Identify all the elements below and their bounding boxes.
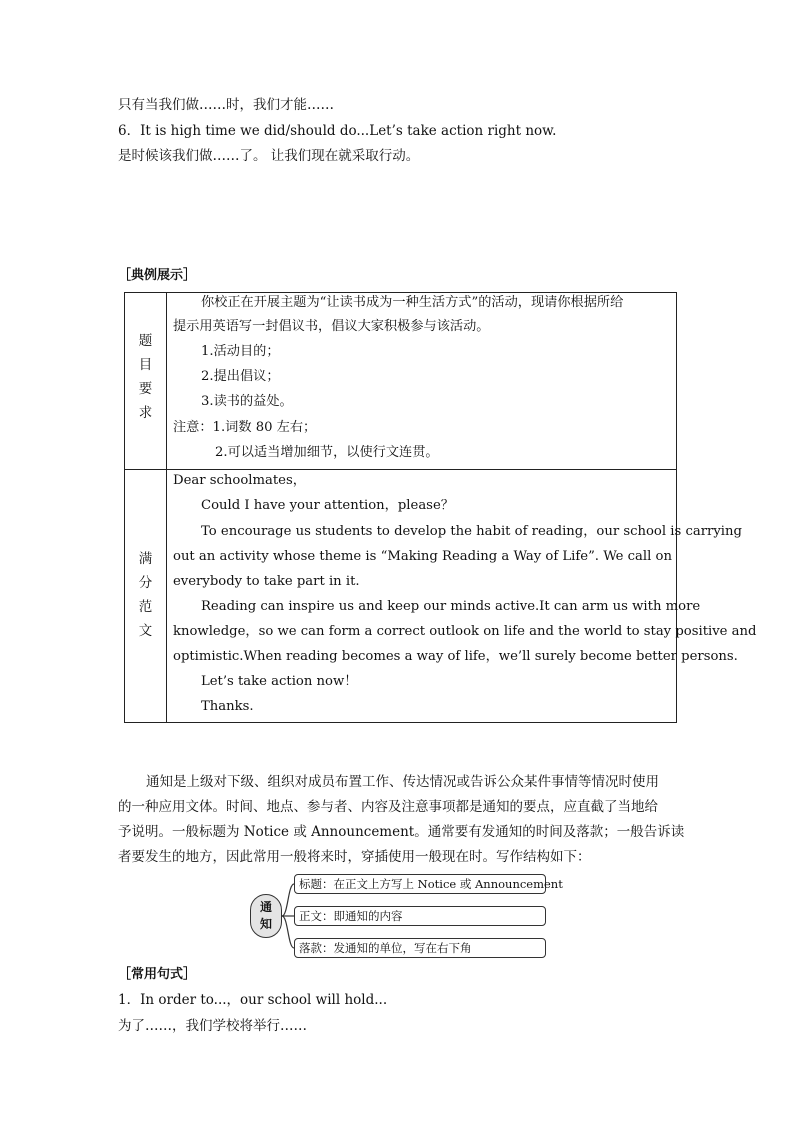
diagram-item-signature: 落款：发通知的单位，写在右下角: [294, 938, 546, 958]
common-patterns-heading: ［常用句式］: [118, 967, 197, 982]
example-heading: ［典例展示］: [118, 268, 197, 283]
model-label-char: 满: [138, 551, 153, 567]
diagram-root-char: 知: [259, 917, 272, 931]
task-label-char: 要: [138, 381, 153, 397]
essay-line: Could I have your attention，please？: [201, 498, 454, 513]
model-label-char: 文: [138, 623, 153, 639]
task-line: 注意：1.词数 80 左右；: [173, 420, 317, 435]
text-line-3: 是时候该我们做……了。 让我们现在就采取行动。: [118, 148, 420, 164]
essay-line: everybody to take part in it.: [173, 574, 360, 589]
diagram-root-node: [250, 894, 282, 938]
essay-line: Thanks.: [201, 699, 254, 714]
model-label-char: 分: [138, 575, 153, 591]
task-line: 3.读书的益处。: [201, 394, 293, 409]
task-label-char: 求: [138, 405, 153, 421]
essay-line: Dear schoolmates，: [173, 473, 306, 488]
notice-paragraph-line: 的一种应用文体。时间、地点、参与者、内容及注意事项都是通知的要点，应直截了当地给: [118, 799, 658, 815]
pattern-line-1: 1．In order to...，our school will hold...: [118, 992, 388, 1008]
task-label-char: 目: [138, 357, 153, 373]
diagram-item-body: 正文：即通知的内容: [294, 906, 546, 926]
task-line: 1.活动目的；: [201, 344, 280, 359]
text-line-2: 6．It is high time we did/should do...Let’s take action right now.: [118, 123, 557, 139]
table-divider-vertical: [166, 293, 167, 722]
pattern-line-2: 为了……，我们学校将举行……: [118, 1018, 307, 1034]
task-label-char: 题: [138, 333, 153, 349]
example-table: [124, 292, 757, 723]
task-line: 提示用英语写一封倡议书，倡议大家积极参与该活动。: [173, 319, 490, 334]
task-line: 你校正在开展主题为“让读书成为一种生活方式”的活动，现请你根据所给: [201, 295, 624, 310]
diagram-root-char: 通: [259, 900, 272, 914]
model-label-char: 范: [138, 599, 153, 615]
task-line: 2.提出倡议；: [201, 369, 280, 384]
table-divider-horizontal: [125, 469, 676, 470]
essay-line: Let’s take action now！: [201, 674, 358, 689]
diagram-item-title: 标题：在正文上方写上 Notice 或 Announcement: [294, 874, 546, 894]
essay-line: To encourage us students to develop the habit of reading，our school is carrying: [201, 524, 742, 539]
essay-line: Reading can inspire us and keep our minds active.It can arm us with more: [201, 599, 701, 614]
notice-paragraph-line: 通知是上级对下级、组织对成员布置工作、传达情况或告诉公众某件事情等情况时使用: [146, 774, 659, 790]
notice-structure-diagram: [248, 870, 563, 962]
essay-line: knowledge，so we can form a correct outlook on life and the world to stay positive and: [173, 624, 757, 639]
essay-line: optimistic.When reading becomes a way of life，we’ll surely become better persons.: [173, 649, 738, 664]
text-line-1: 只有当我们做……时，我们才能……: [118, 97, 334, 113]
notice-paragraph-line: 予说明。一般标题为 Notice 或 Announcement。通常要有发通知的时间及落款；一般告诉读: [118, 824, 685, 840]
notice-paragraph-line: 者要发生的地方，因此常用一般将来时，穿插使用一般现在时。写作结构如下：: [118, 849, 591, 865]
essay-line: out an activity whose theme is “Making Reading a Way of Life”. We call on: [173, 549, 672, 564]
task-line: 2.可以适当增加细节，以使行文连贯。: [215, 445, 439, 460]
